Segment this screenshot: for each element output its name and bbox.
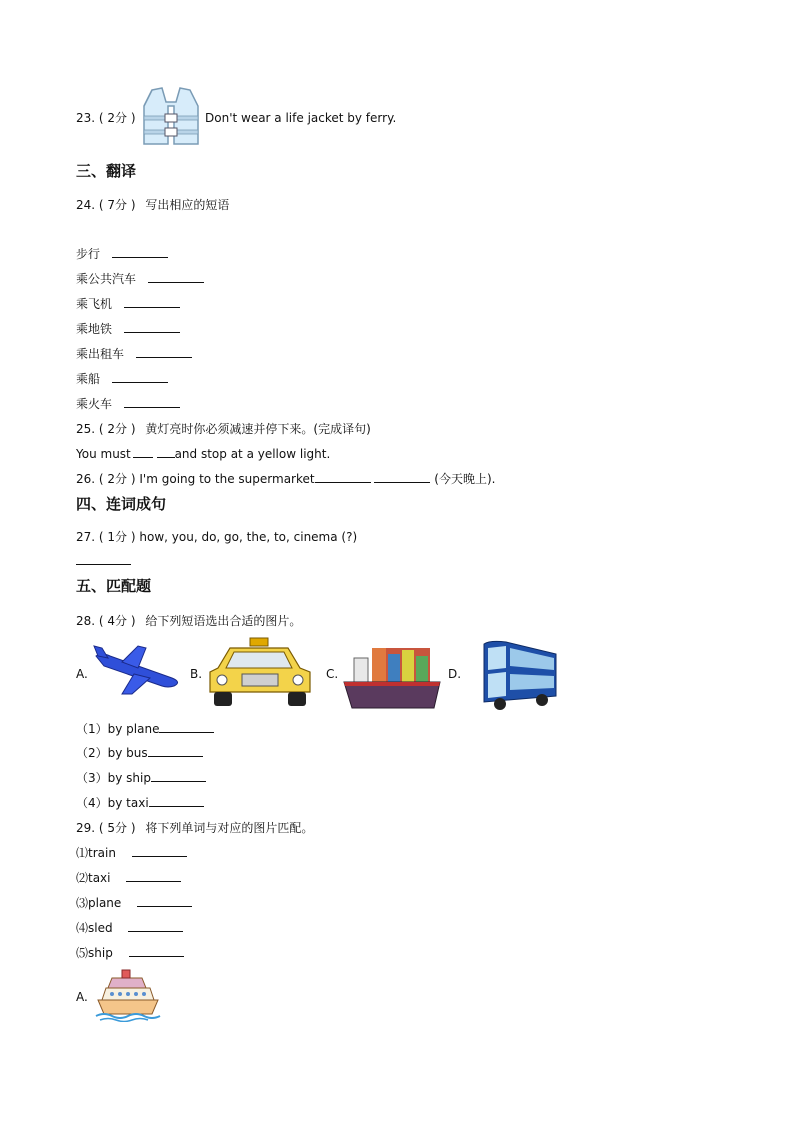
phrase-label: 乘地铁 bbox=[76, 322, 113, 336]
match-item bbox=[76, 721, 214, 737]
airplane-image[interactable] bbox=[92, 642, 182, 698]
question-24 bbox=[76, 197, 229, 213]
question-score: ( 2分 ) bbox=[98, 472, 136, 486]
answer-blank[interactable] bbox=[124, 296, 180, 308]
word-label: ⑴train bbox=[76, 846, 116, 860]
match-item bbox=[76, 870, 181, 886]
match-item bbox=[76, 745, 203, 761]
question-score: ( 2分 ) bbox=[98, 422, 136, 436]
question-23-text: Don't wear a life jacket by ferry. bbox=[205, 111, 397, 125]
match-label: （3）by ship bbox=[76, 771, 151, 785]
match-label: （4）by taxi bbox=[76, 796, 149, 810]
question-number: 28. bbox=[76, 614, 96, 628]
match-item bbox=[76, 945, 184, 961]
question-score: ( 2分 ) bbox=[98, 111, 136, 125]
phrase-item bbox=[76, 271, 204, 287]
question-27-answer bbox=[76, 553, 131, 569]
match-label: （2）by bus bbox=[76, 746, 148, 760]
answer-blank[interactable] bbox=[124, 396, 180, 408]
word-label: ⑶plane bbox=[76, 896, 122, 910]
word-list: how, you, do, go, the, to, cinema (?) bbox=[139, 530, 358, 544]
option-label: A. bbox=[76, 667, 88, 681]
option-label: D. bbox=[448, 667, 462, 681]
cruise-ship-image[interactable] bbox=[94, 968, 162, 1022]
phrase-label: 乘火车 bbox=[76, 397, 113, 411]
sentence-end: and stop at a yellow light. bbox=[174, 447, 331, 461]
question-29 bbox=[76, 820, 313, 836]
match-item bbox=[76, 845, 187, 861]
answer-blank[interactable] bbox=[112, 371, 168, 383]
question-number: 23. bbox=[76, 111, 96, 125]
phrase-item bbox=[76, 246, 168, 262]
answer-blank[interactable] bbox=[148, 745, 203, 757]
question-28 bbox=[76, 613, 301, 629]
phrase-label: 步行 bbox=[76, 247, 101, 261]
option-label: C. bbox=[326, 667, 339, 681]
question-number: 29. bbox=[76, 821, 96, 835]
answer-blank[interactable] bbox=[129, 945, 184, 957]
phrase-item bbox=[76, 396, 180, 412]
answer-blank[interactable] bbox=[112, 246, 168, 258]
phrase-item bbox=[76, 321, 180, 337]
answer-blank[interactable] bbox=[132, 845, 187, 857]
question-25 bbox=[76, 421, 371, 437]
ship-image[interactable] bbox=[342, 638, 442, 712]
question-score: ( 4分 ) bbox=[98, 614, 136, 628]
match-label: （1）by plane bbox=[76, 722, 160, 736]
question-25-sentence bbox=[76, 446, 330, 462]
word-label: ⑸ship bbox=[76, 946, 113, 960]
question-score: ( 1分 ) bbox=[98, 530, 136, 544]
match-item bbox=[76, 770, 206, 786]
section-title-matching: 五、匹配题 bbox=[76, 577, 152, 595]
section-title-sentence-building: 四、连词成句 bbox=[76, 495, 167, 513]
answer-blank[interactable] bbox=[159, 721, 214, 733]
answer-blank[interactable] bbox=[148, 271, 204, 283]
phrase-item bbox=[76, 296, 180, 312]
phrase-item bbox=[76, 371, 168, 387]
option-label: A. bbox=[76, 990, 88, 1004]
answer-blank[interactable] bbox=[124, 321, 180, 333]
answer-blank[interactable] bbox=[76, 553, 131, 565]
question-instruction: 给下列短语选出合适的图片。 bbox=[145, 614, 302, 628]
question-number: 27. bbox=[76, 530, 96, 544]
answer-blank[interactable] bbox=[315, 471, 371, 483]
match-item bbox=[76, 795, 204, 811]
phrase-label: 乘船 bbox=[76, 372, 101, 386]
word-label: ⑵taxi bbox=[76, 871, 111, 885]
answer-blank[interactable] bbox=[374, 471, 430, 483]
answer-blank[interactable] bbox=[157, 446, 175, 458]
double-decker-bus-image[interactable] bbox=[476, 638, 560, 712]
question-number: 25. bbox=[76, 422, 96, 436]
answer-blank[interactable] bbox=[126, 870, 181, 882]
section-title-translation: 三、翻译 bbox=[76, 162, 137, 180]
taxi-image[interactable] bbox=[206, 636, 314, 710]
question-number: 24. bbox=[76, 198, 96, 212]
phrase-label: 乘出租车 bbox=[76, 347, 125, 361]
hint-text: (今天晚上). bbox=[434, 472, 496, 486]
question-score: ( 5分 ) bbox=[98, 821, 136, 835]
match-item bbox=[76, 920, 183, 936]
question-23 bbox=[76, 110, 136, 126]
answer-blank[interactable] bbox=[151, 770, 206, 782]
question-instruction: 黄灯亮时你必须减速并停下来。(完成译句) bbox=[145, 422, 371, 436]
phrase-label: 乘公共汽车 bbox=[76, 272, 137, 286]
question-number: 26. bbox=[76, 472, 96, 486]
question-instruction: 写出相应的短语 bbox=[145, 198, 230, 212]
phrase-label: 乘飞机 bbox=[76, 297, 113, 311]
answer-blank[interactable] bbox=[149, 795, 204, 807]
question-27 bbox=[76, 529, 357, 545]
life-jacket-image bbox=[138, 84, 204, 148]
answer-blank[interactable] bbox=[133, 446, 153, 458]
answer-blank[interactable] bbox=[128, 920, 183, 932]
answer-blank[interactable] bbox=[137, 895, 192, 907]
question-26 bbox=[76, 471, 495, 487]
question-score: ( 7分 ) bbox=[98, 198, 136, 212]
sentence-start: You must bbox=[76, 447, 131, 461]
sentence-start: I'm going to the supermarket bbox=[139, 472, 315, 486]
answer-blank[interactable] bbox=[136, 346, 192, 358]
question-instruction: 将下列单词与对应的图片匹配。 bbox=[145, 821, 314, 835]
phrase-item bbox=[76, 346, 192, 362]
match-item bbox=[76, 895, 192, 911]
option-label: B. bbox=[190, 667, 203, 681]
word-label: ⑷sled bbox=[76, 921, 113, 935]
